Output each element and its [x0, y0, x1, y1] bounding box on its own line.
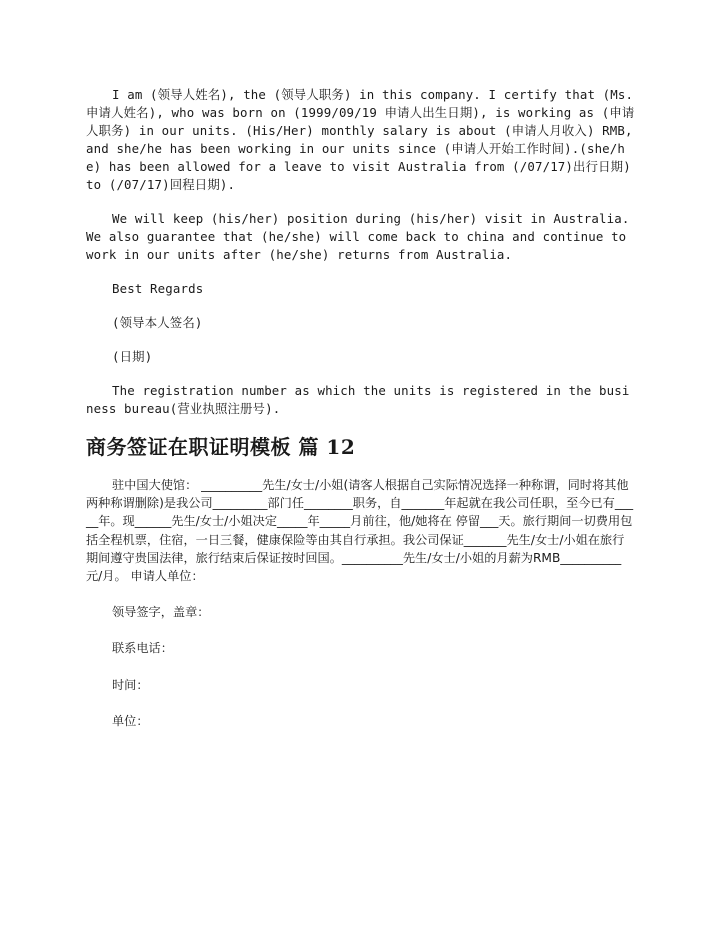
time-line: 时间：: [112, 677, 149, 692]
english-paragraph-2: We will keep (his/her) position during (his/her) visit in Australia. We also guarantee that (he/she) will come back to china and continue to work in our units after (he/she) returns from Australia.: [86, 211, 638, 262]
section-heading: 商务签证在职证明模板 篇 12: [86, 435, 356, 459]
contact-phone-line: 联系电话：: [112, 641, 173, 656]
signature-placeholder: (领导本人签名): [112, 315, 203, 330]
closing-text: Best Regards: [112, 281, 204, 296]
registration-paragraph: The registration number as which the units is registered in the business bureau(营业执照注册号).: [86, 383, 630, 416]
chinese-letter-body: 驻中国大使馆： __________先生/女士/小姐(请客人根据自己实际情况选择一种称谓，同时将其他两种称谓删除)是我公司_________部门任________职务，自_______年起就在我公司任职，至今已有_____年。现______先生/女士/小姐决定_____年_____月前往，他/她将在 停留___天。旅行期间一切费用包括全程机票，住宿，一日三餐，健康保险等由其自行承担。我公司保证_______先生/女士/小姐在旅行期间遵守贵国法律，旅行结束后保证按时回国。__________先生/女士/小姐的月薪为RMB__________元/月。 申请人单位：: [86, 478, 634, 584]
unit-line: 单位：: [112, 713, 149, 728]
date-placeholder: (日期): [112, 349, 153, 364]
english-paragraph-1: I am (领导人姓名), the (领导人职务) in this company. I certify that (Ms.申请人姓名), who was born on (1999/09/19 申请人出生日期), is working as (申请人职务) in our units. (His/Her) monthly salary is about (申请人月收入) RMB, and she/he has been working in our units since (申请人开始工作时间).(she/he) has been allowed for a leave to visit Australia from (/07/17)出行日期) to (/07/17)回程日期).: [86, 87, 641, 192]
document-page: [86, 84, 641, 730]
leader-signature-line: 领导签字，盖章：: [112, 605, 210, 620]
